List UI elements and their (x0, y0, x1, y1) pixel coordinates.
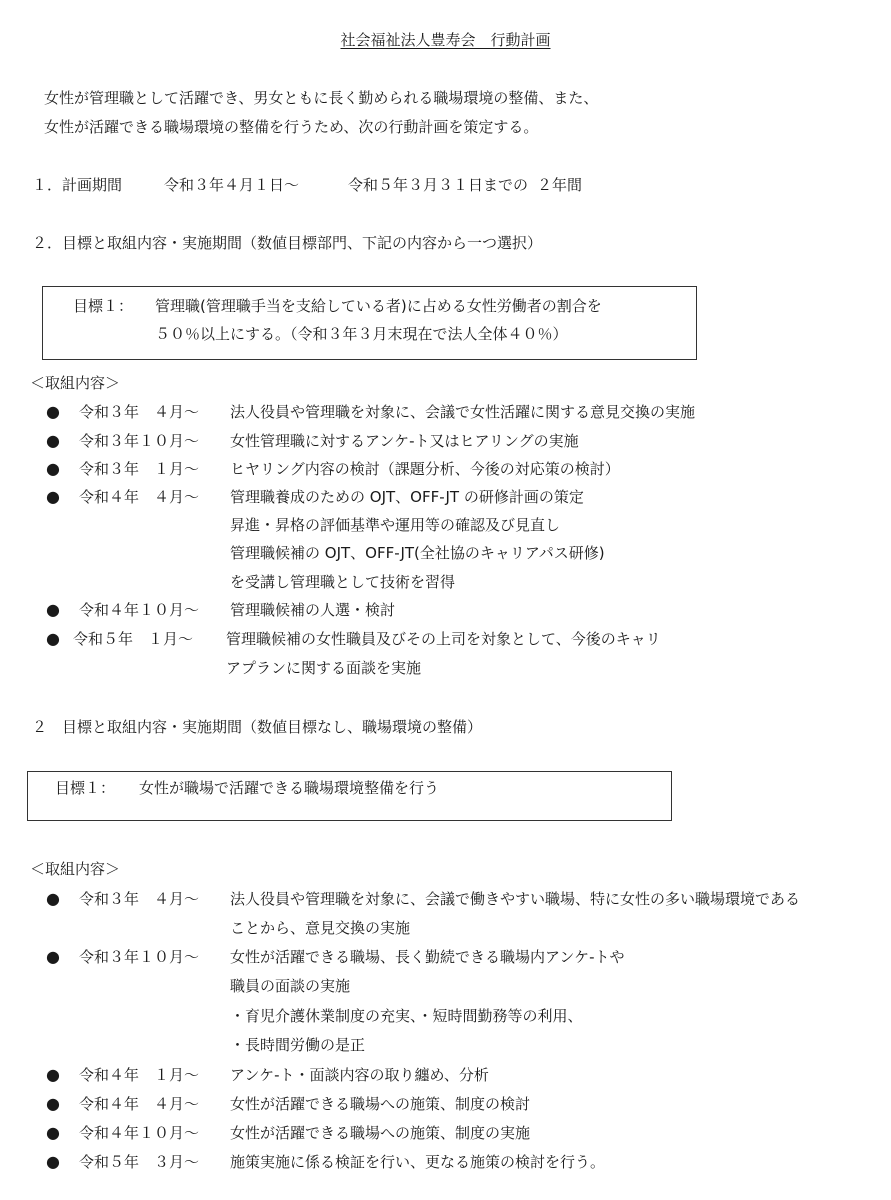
action-text: 管理職候補の女性職員及びその上司を対象として、今後のキャリ (226, 630, 661, 648)
action-item (46, 947, 846, 1055)
action-date: 令和５年 １月～ (73, 630, 194, 648)
action-text: 職員の面談の実施 (230, 977, 351, 995)
action-date: 令和４年１０月～ (79, 1124, 200, 1142)
bullet-icon: ● (46, 487, 60, 506)
action-date: 令和３年１０月～ (79, 948, 200, 966)
action-text: ヒヤリング内容の検討（課題分析、今後の対応策の検討） (230, 460, 620, 478)
bullet-icon: ● (46, 629, 60, 648)
action-text: 管理職候補の OJT、OFF-JT(全社協のキャリアパス研修) (230, 544, 605, 562)
action-text: 管理職養成のための OJT、OFF-JT の研修計画の策定 (230, 488, 584, 506)
bullet-icon: ● (46, 600, 60, 619)
action-subitem: ・育児介護休業制度の充実、・短時間勤務等の利用、 (230, 1007, 583, 1025)
goal-line-2: ５０％以上にする。（令和３年３月末現在で法人全体４０％） (155, 325, 568, 343)
bullet-icon: ● (46, 402, 60, 421)
plan-period (32, 178, 732, 198)
action-date: 令和４年 ４月～ (79, 488, 200, 506)
document-title: 社会福祉法人豊寿会 行動計画 (340, 31, 551, 49)
period-end: 令和５年３月３１日までの (348, 176, 529, 194)
action-date: 令和４年 １月～ (79, 1066, 200, 1084)
action-text: 女性が活躍できる職場への施策、制度の実施 (230, 1124, 531, 1142)
action-item (46, 1152, 846, 1173)
action-date: 令和３年 ４月～ (79, 403, 200, 421)
action-text: 施策実施に係る検証を行い、更なる施策の検討を行う。 (230, 1153, 606, 1171)
bullet-icon: ● (46, 431, 60, 450)
action-item (46, 487, 846, 600)
goal-label: 目標１： (73, 297, 134, 315)
actions-label: ＜取組内容＞ (30, 860, 121, 878)
action-text: 管理職候補の人選・検討 (230, 601, 396, 619)
bullet-icon: ● (46, 1152, 60, 1171)
action-subitem: ・長時間労働の是正 (230, 1036, 366, 1054)
action-item (46, 889, 886, 940)
intro-line-2: 女性が活躍できる職場環境の整備を行うため、次の行動計画を策定する。 (44, 118, 539, 136)
goal-text: 女性が職場で活躍できる職場環境整備を行う (139, 779, 440, 797)
intro-line-1: 女性が管理職として活躍でき、男女ともに長く勤められる職場環境の整備、また、 (44, 89, 599, 107)
period-length: ２年間 (537, 176, 583, 194)
action-text: 女性が活躍できる職場、長く勤続できる職場内アンケ-トや (230, 948, 625, 966)
action-date: 令和３年１０月～ (79, 432, 200, 450)
bullet-icon: ● (46, 889, 60, 908)
action-text: 女性管理職に対するアンケ-ト又はヒアリングの実施 (230, 432, 579, 450)
action-text: 女性が活躍できる職場への施策、制度の検討 (230, 1095, 531, 1113)
action-text: 法人役員や管理職を対象に、会議で働きやすい職場、特に女性の多い職場環境である (230, 890, 801, 908)
goal-line-1: 管理職(管理職手当を支給している者)に占める女性労働者の割合を (155, 297, 602, 315)
bullet-icon: ● (46, 947, 60, 966)
action-item (46, 431, 846, 452)
goal-box-numeric (42, 286, 697, 360)
action-text: アンケ-ト・面談内容の取り纏め、分析 (230, 1066, 489, 1084)
action-item (46, 459, 846, 480)
period-label: １．計画期間 (32, 176, 123, 194)
action-item (46, 600, 846, 621)
actions-label: ＜取組内容＞ (30, 374, 121, 392)
action-date: 令和３年 ４月～ (79, 890, 200, 908)
period-start: 令和３年４月１日～ (164, 176, 300, 194)
action-text: アプランに関する面談を実施 (226, 659, 422, 677)
section-2b-heading: ２ 目標と取組内容・実施期間（数値目標なし、職場環境の整備） (32, 718, 483, 736)
action-item (46, 1094, 846, 1115)
bullet-icon: ● (46, 1065, 60, 1084)
action-text: を受講し管理職として技術を習得 (230, 573, 456, 591)
action-text: 昇進・昇格の評価基準や運用等の確認及び見直し (230, 516, 561, 534)
action-text: ことから、意見交換の実施 (230, 919, 411, 937)
action-item (46, 402, 846, 423)
action-text: 法人役員や管理職を対象に、会議で女性活躍に関する意見交換の実施 (230, 403, 696, 421)
bullet-icon: ● (46, 1123, 60, 1142)
action-date: 令和４年１０月～ (79, 601, 200, 619)
action-date: 令和４年 ４月～ (79, 1095, 200, 1113)
bullet-icon: ● (46, 1094, 60, 1113)
section-2a-heading: ２．目標と取組内容・実施期間（数値目標部門、下記の内容から一つ選択） (32, 234, 543, 252)
action-item (46, 1123, 846, 1144)
action-date: 令和５年 ３月～ (79, 1153, 200, 1171)
bullet-icon: ● (46, 459, 60, 478)
action-date: 令和３年 １月～ (79, 460, 200, 478)
goal-label: 目標１： (55, 779, 116, 797)
action-item (46, 629, 846, 682)
goal-box-environment (27, 771, 672, 821)
action-item (46, 1065, 846, 1086)
